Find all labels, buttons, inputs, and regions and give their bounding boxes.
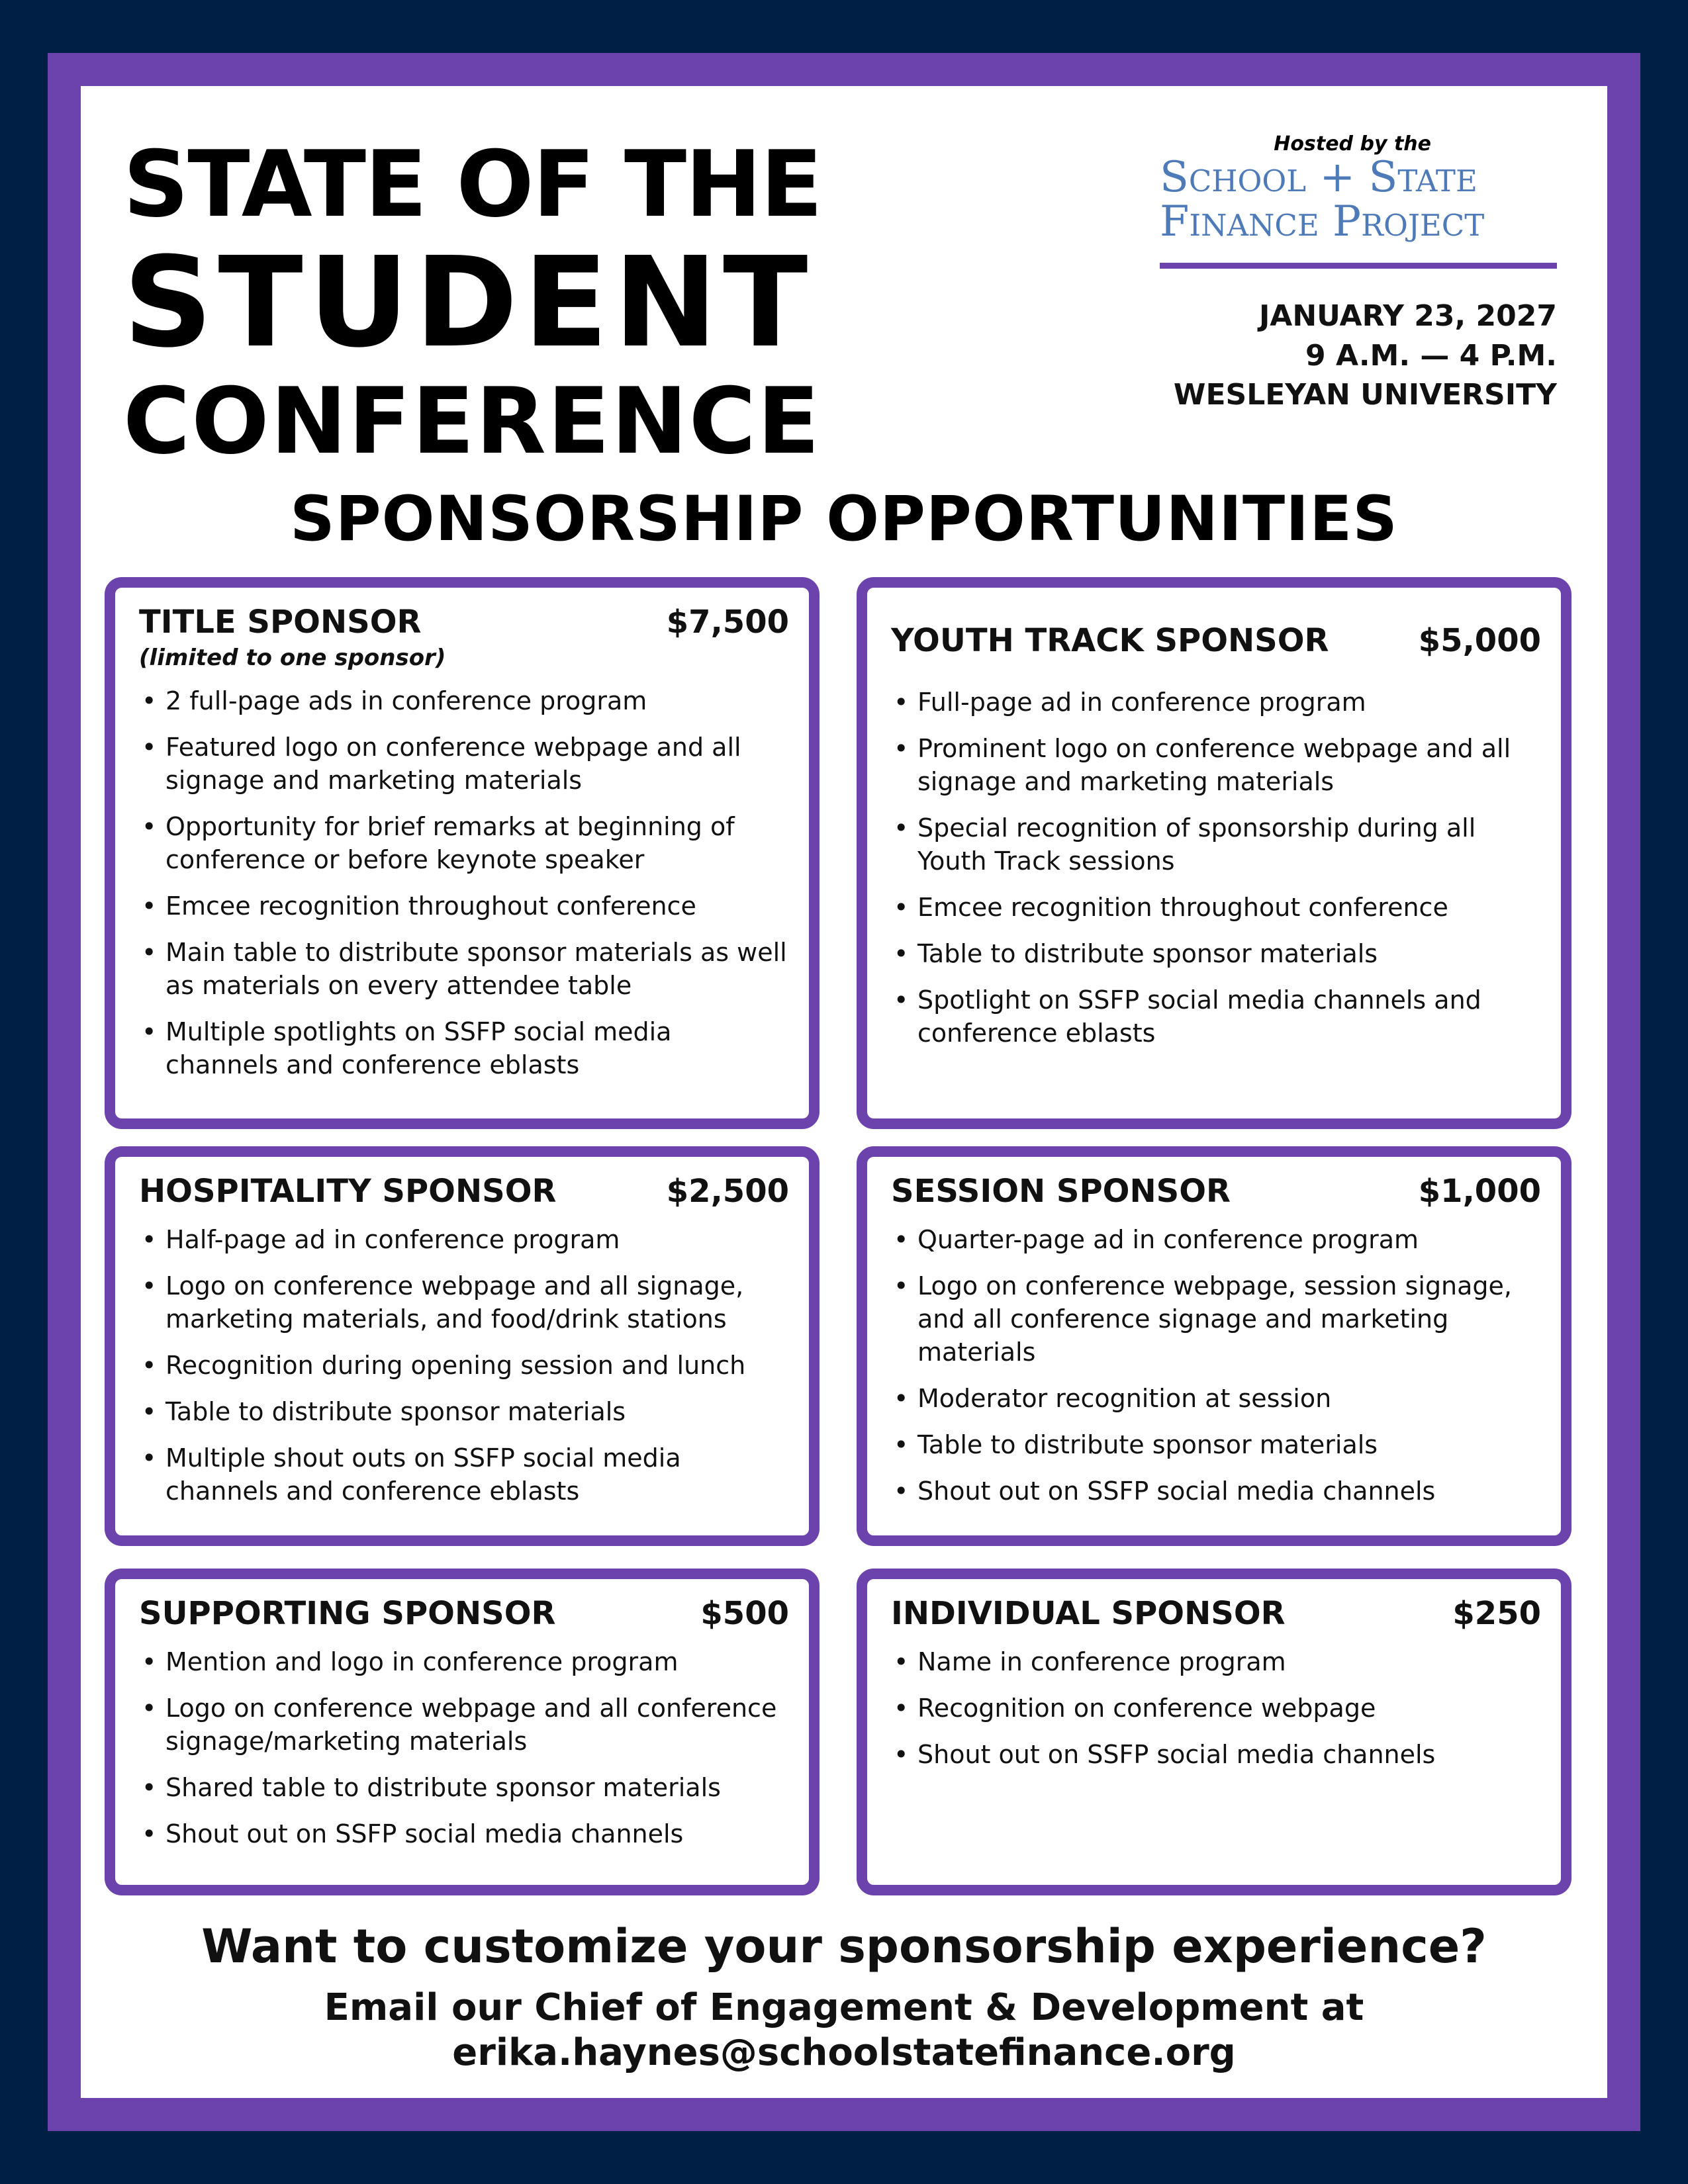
org-name-line-2: Finance Project — [1160, 197, 1485, 247]
list-item: • Half-page ad in conference program — [139, 1223, 789, 1256]
list-item: • Shout out on SSFP social media channels — [139, 1817, 789, 1850]
list-item: • Main table to distribute sponsor materials as well as materials on every attendee table — [139, 936, 789, 1002]
list-item: • Logo on conference webpage, session signage, and all conference signage and marketing materials — [891, 1269, 1541, 1369]
contact-line: Email our Chief of Engagement & Development at — [324, 1986, 1364, 2029]
list-item: • Shared table to distribute sponsor materials — [139, 1771, 789, 1804]
hosted-by-label: Hosted by the — [1274, 132, 1431, 156]
sponsor-price: $5,000 — [1418, 622, 1541, 659]
sponsor-card-title — [105, 577, 820, 1129]
contact-block — [81, 1985, 1607, 2075]
list-item: • Moderator recognition at session — [891, 1382, 1541, 1415]
org-logo — [1160, 153, 1557, 247]
divider — [1160, 263, 1557, 269]
sponsor-price: $7,500 — [666, 604, 789, 641]
list-item: • Table to distribute sponsor materials — [891, 937, 1541, 970]
sponsor-name: SUPPORTING SPONSOR — [139, 1595, 556, 1632]
benefit-list — [891, 686, 1541, 1050]
list-item: • 2 full-page ads in conference program — [139, 684, 789, 717]
list-item: • Mention and logo in conference program — [139, 1645, 789, 1678]
list-item: • Table to distribute sponsor materials — [891, 1428, 1541, 1461]
sponsor-card-youth-track — [857, 577, 1571, 1129]
list-item: • Logo on conference webpage and all conference signage/marketing materials — [139, 1692, 789, 1758]
list-item: • Logo on conference webpage and all signage, marketing materials, and food/drink stations — [139, 1269, 789, 1336]
sponsor-price: $2,500 — [666, 1173, 789, 1210]
event-details — [1160, 296, 1557, 414]
benefit-list — [891, 1223, 1541, 1508]
list-item: • Prominent logo on conference webpage and all signage and marketing materials — [891, 732, 1541, 798]
title-line-2: STUDENT — [123, 230, 814, 375]
sponsor-card-supporting — [105, 1569, 820, 1895]
sponsor-name: SESSION SPONSOR — [891, 1173, 1231, 1210]
page-border — [48, 53, 1640, 2131]
benefit-list — [891, 1645, 1541, 1771]
sponsor-price: $500 — [700, 1595, 789, 1632]
sponsor-card-hospitality — [105, 1146, 820, 1546]
list-item: • Featured logo on conference webpage and all signage and marketing materials — [139, 731, 789, 797]
list-item: • Multiple spotlights on SSFP social media channels and conference eblasts — [139, 1015, 789, 1081]
conference-title — [123, 131, 821, 475]
list-item: • Shout out on SSFP social media channels — [891, 1738, 1541, 1771]
flyer-page — [81, 86, 1607, 2098]
sponsor-name: INDIVIDUAL SPONSOR — [891, 1595, 1286, 1632]
event-venue: WESLEYAN UNIVERSITY — [1173, 378, 1557, 412]
list-item: • Special recognition of sponsorship during all Youth Track sessions — [891, 811, 1541, 878]
sponsor-price: $250 — [1452, 1595, 1541, 1632]
cta-heading: Want to customize your sponsorship experience? — [201, 1919, 1487, 1974]
org-name-line-1: School + State — [1160, 153, 1477, 202]
list-item: • Quarter-page ad in conference program — [891, 1223, 1541, 1256]
list-item: • Name in conference program — [891, 1645, 1541, 1678]
event-time: 9 A.M. — 4 P.M. — [1305, 338, 1557, 373]
host-block — [1160, 132, 1557, 415]
sponsor-card-individual — [857, 1569, 1571, 1895]
benefit-list — [139, 1645, 789, 1850]
list-item: • Table to distribute sponsor materials — [139, 1395, 789, 1428]
list-item: • Recognition during opening session and lunch — [139, 1349, 789, 1382]
title-line-1: STATE OF THE — [123, 131, 821, 238]
title-line-3: CONFERENCE — [123, 368, 821, 475]
benefit-list — [139, 684, 789, 1081]
list-item: • Recognition on conference webpage — [891, 1692, 1541, 1725]
sponsor-name: YOUTH TRACK SPONSOR — [891, 622, 1329, 659]
sponsor-name: TITLE SPONSOR — [139, 604, 422, 641]
list-item: • Full-page ad in conference program — [891, 686, 1541, 719]
list-item: • Spotlight on SSFP social media channels and conference eblasts — [891, 983, 1541, 1050]
list-item: • Emcee recognition throughout conference — [891, 891, 1541, 924]
list-item: • Multiple shout outs on SSFP social media channels and conference eblasts — [139, 1441, 789, 1508]
sponsor-price: $1,000 — [1418, 1173, 1541, 1210]
list-item: • Emcee recognition throughout conference — [139, 889, 789, 923]
list-item: • Shout out on SSFP social media channels — [891, 1475, 1541, 1508]
benefit-list — [139, 1223, 789, 1508]
event-date: JANUARY 23, 2027 — [1258, 299, 1557, 334]
sponsor-note: (limited to one sponsor) — [139, 645, 446, 671]
sponsor-name: HOSPITALITY SPONSOR — [139, 1173, 557, 1210]
list-item: • Opportunity for brief remarks at beginning of conference or before keynote speaker — [139, 810, 789, 876]
contact-email: erika.haynes@schoolstatefinance.org — [452, 2031, 1236, 2074]
section-heading: SPONSORSHIP OPPORTUNITIES — [290, 483, 1398, 555]
sponsor-card-session — [857, 1146, 1571, 1546]
